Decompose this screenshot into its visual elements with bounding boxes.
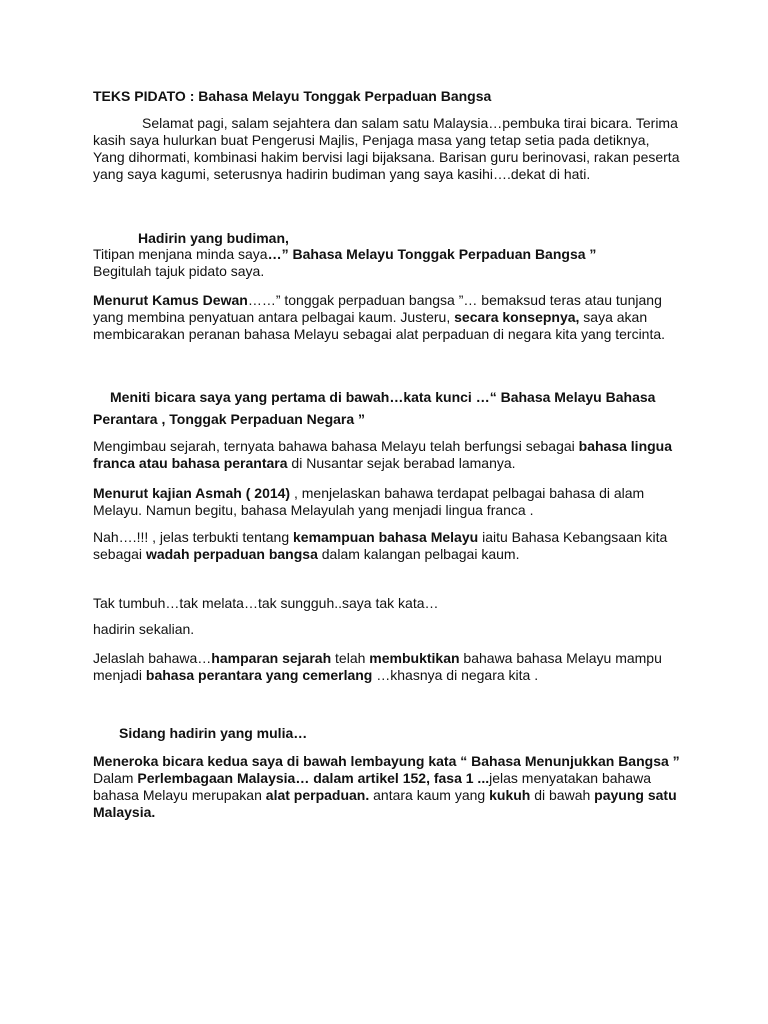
history-text: Mengimbau sejarah, ternyata bahawa bahasa Melayu telah berfungsi sebagai [93,438,579,454]
history-rest: di Nusantar sejak berabad lamanya. [287,455,516,471]
proof-text: Nah….!!! , jelas terbukti tentang [93,529,293,545]
paragraph-proof [93,529,683,563]
topic-closing: Begitulah tajuk pidato saya. [93,263,265,279]
second-point-emphasis-4: payung satu Malaysia. [93,787,677,820]
definition-source: Menurut Kamus Dewan [93,292,248,308]
second-point-text-4: di bawah [530,787,595,803]
definition-emphasis: secara konsepnya, [454,309,580,325]
conclusion-emphasis-2: membuktikan [369,650,460,666]
conclusion-text-3: bahawa bahasa Melayu mampu menjadi [93,650,662,683]
proof-emphasis-2: wadah perpaduan bangsa [145,546,318,562]
second-point-emphasis-3: kukuh [489,787,531,803]
proof-text-2: iaitu Bahasa Kebangsaan kita sebagai [93,529,668,562]
conclusion-emphasis-3: bahasa perantara yang cemerlang [145,667,373,683]
paragraph-second-point [93,753,683,821]
paragraph-conclusion [93,650,683,684]
second-point-emphasis-2: alat perpaduan. [265,787,370,803]
conclusion-emphasis-1: hamparan sejarah [211,650,332,666]
paragraph-definition [93,292,683,343]
topic-lead: Titipan menjana minda saya [93,246,268,262]
first-point-text: Meniti bicara saya yang pertama di bawah…kata kunci …“ Bahasa Melayu Bahasa Perantara , Tonggak Perpaduan Negara ” [93,389,656,427]
second-point-emphasis-1: Perlembagaan Malaysia… dalam artikel 152, fasa 1 ... [137,770,490,786]
document-title: TEKS PIDATO : Bahasa Melayu Tonggak Perpaduan Bangsa [93,88,492,104]
second-point-text-1: Dalam [93,770,138,786]
second-point-text-3: antara kaum yang [369,787,490,803]
history-emphasis: bahasa lingua franca atau bahasa perantara [93,438,673,471]
second-point-lead: Meneroka bicara kedua saya di bawah lembayung kata “ Bahasa Menunjukkan Bangsa ” [93,753,680,769]
heading-hadirin-budiman: Hadirin yang budiman, [138,230,289,246]
paragraph-study [93,485,683,519]
topic-title: …” Bahasa Melayu Tonggak Perpaduan Bangsa ” [267,246,597,262]
paragraph-proverb: Tak tumbuh…tak melata…tak sungguh..saya tak kata… [93,595,439,611]
proof-text-3: dalam kalangan pelbagai kaum. [317,546,520,562]
heading-hadirin-mulia: Sidang hadirin yang mulia… [119,725,308,741]
proof-emphasis-1: kemampuan bahasa Melayu [293,529,479,545]
paragraph-address: hadirin sekalian. [93,621,195,637]
definition-text: ……” tonggak perpaduan bangsa ”… bemaksud teras atau tunjang yang membina penyatuan antara pelbagai kaum. Justeru, [93,292,662,325]
conclusion-text-1: Jelaslah bahawa… [93,650,212,666]
paragraph-greeting: Selamat pagi, salam sejahtera dan salam satu Malaysia…pembuka tirai bicara. Terima kasih saya hulurkan buat Pengerusi Majlis, Penjaga masa yang tetap setia pada detiknya, Yang dihormati, kombinasi hakim bervisi lagi bijaksana. Barisan guru berinovasi, rakan peserta yang saya kagumi, seterusnya hadirin budiman yang saya kasihi….dekat di hati. [93,115,680,182]
conclusion-text-2: telah [331,650,370,666]
paragraph-history [93,438,683,472]
study-text: , menjelaskan bahawa terdapat pelbagai bahasa di alam Melayu. Namun begitu, bahasa Melayulah yang menjadi lingua franca . [93,485,645,518]
definition-rest: saya akan membicarakan peranan bahasa Melayu sebagai alat perpaduan di negara kita yang tercinta. [93,309,666,342]
second-point-text-2: jelas menyatakan bahawa bahasa Melayu merupakan [93,770,651,803]
paragraph-topic [93,246,683,280]
heading-first-point [93,386,683,430]
conclusion-text-4: …khasnya di negara kita . [372,667,539,683]
study-source: Menurut kajian Asmah ( 2014) [93,485,291,501]
